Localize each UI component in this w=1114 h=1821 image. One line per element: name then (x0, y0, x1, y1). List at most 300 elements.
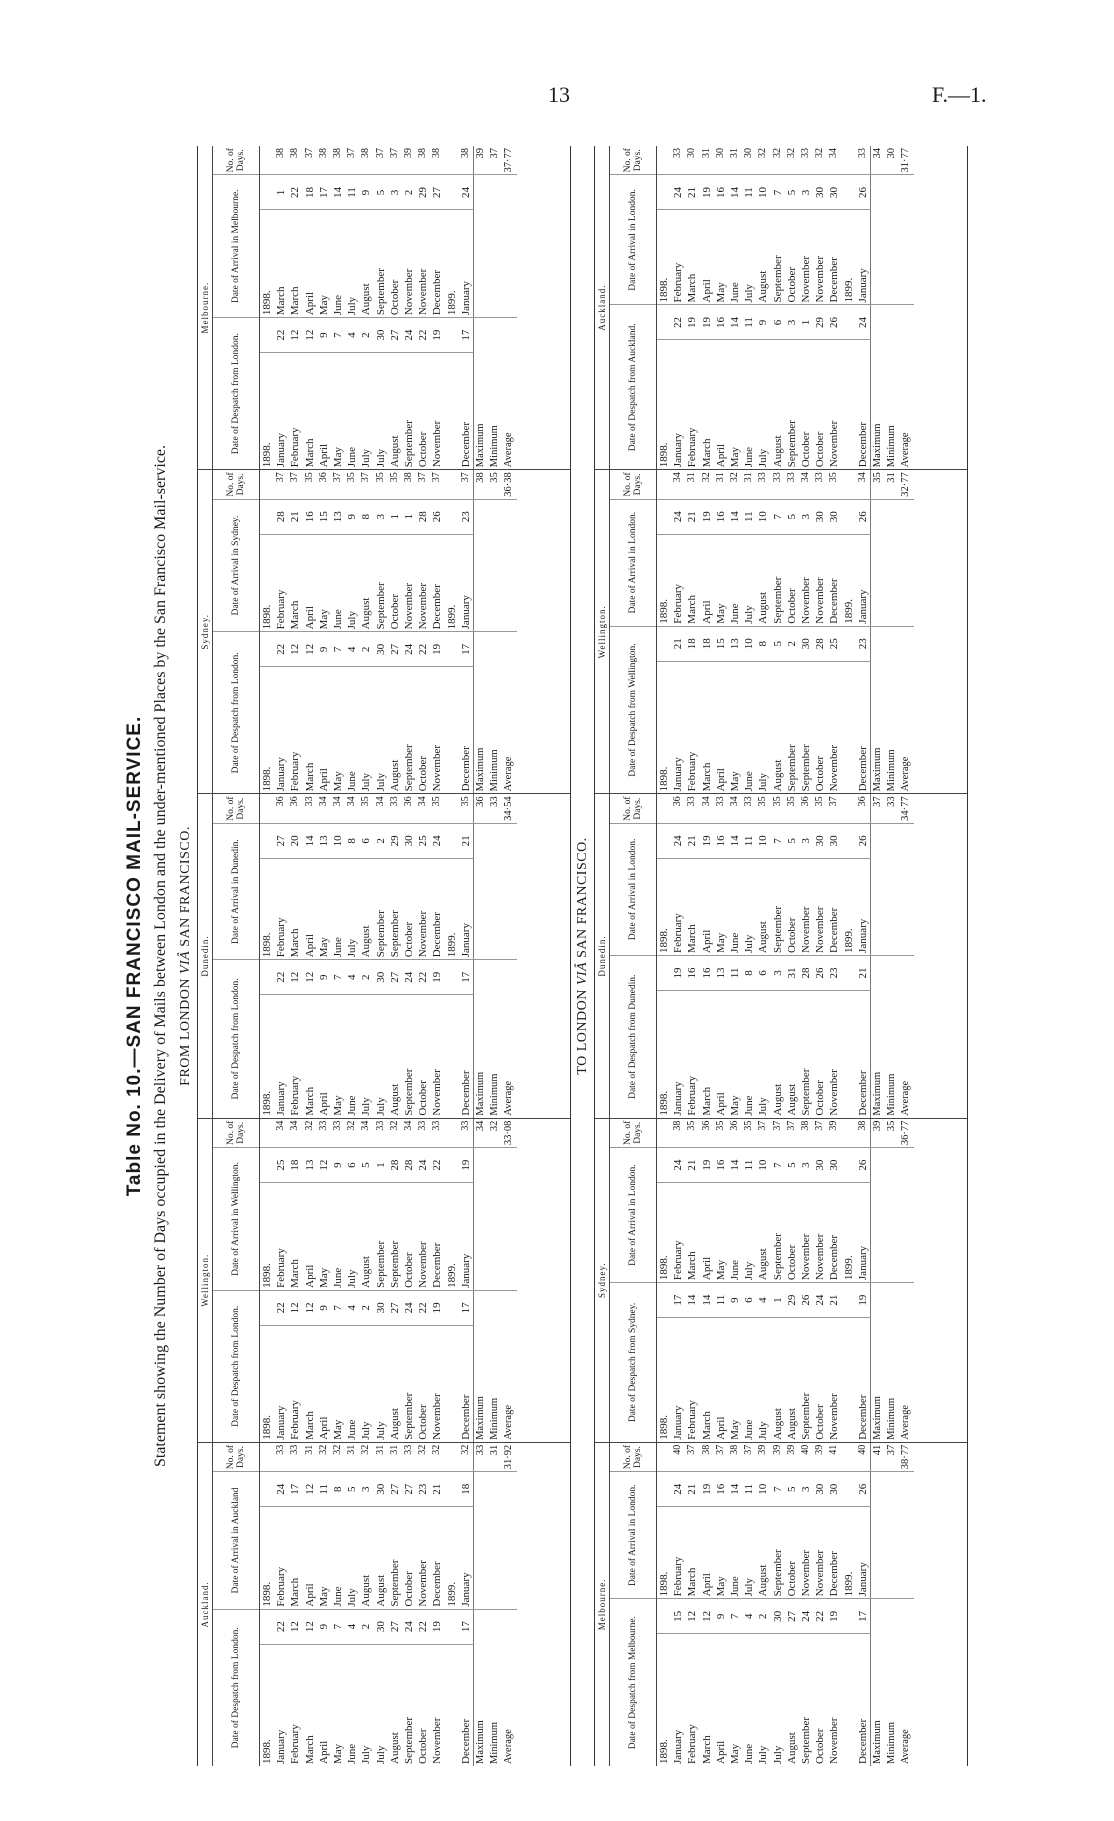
days-count: 38 (856, 1120, 868, 1131)
stat-row (474, 1443, 489, 1766)
days-count: 37 (828, 796, 840, 807)
arrival-day: 5 (359, 1148, 373, 1183)
arrival-day: 24 (459, 175, 474, 210)
despatch-month: July (374, 1325, 388, 1441)
arrival-month: March (288, 1183, 302, 1291)
days-count: 35 (771, 796, 783, 807)
arrival-month: August (756, 1507, 770, 1599)
days-count: 35 (431, 796, 443, 807)
arrival-day: 16 (714, 1148, 728, 1183)
days-count: 34 (374, 796, 386, 807)
despatch-month: June (742, 661, 756, 793)
mail-table (610, 794, 914, 1117)
table-row (842, 1119, 856, 1442)
despatch-day: 9 (317, 318, 331, 353)
arrival-month: August (359, 858, 373, 959)
table-row (813, 794, 827, 1117)
stat-value: 38·77 (900, 1444, 912, 1470)
table-row (671, 1443, 685, 1766)
days-count: 39 (828, 1120, 840, 1131)
despatch-month: July (359, 995, 373, 1118)
arrival-month: October (785, 858, 799, 955)
arrival-month: April (303, 858, 317, 959)
despatch-month: November (827, 340, 841, 469)
place-group (595, 1118, 967, 1442)
days-column-header: No. of Days. (213, 1443, 260, 1472)
stat-value: 32·77 (900, 472, 912, 497)
arrival-day: 24 (274, 1472, 288, 1507)
arrival-day: 3 (359, 1472, 373, 1507)
table-row (799, 1119, 813, 1442)
arrival-month: October (785, 534, 799, 626)
arrival-month: June (728, 858, 742, 955)
arrival-day: 11 (742, 1472, 756, 1507)
arrival-column-header: Date of Arrival in London. (610, 823, 657, 955)
stat-label: Average (899, 1599, 913, 1766)
days-count: 31 (346, 1444, 358, 1455)
stat-filler (871, 499, 886, 626)
stat-row (488, 470, 502, 793)
arrival-month: July (345, 858, 359, 959)
days-column-header: No. of Days. (610, 794, 657, 823)
despatch-month: June (345, 353, 359, 470)
stat-value: 33 (474, 1443, 489, 1472)
days-count (657, 794, 672, 823)
table-row (445, 146, 459, 469)
despatch-month: 1898. (260, 1325, 275, 1441)
despatch-month: August (388, 1325, 402, 1441)
despatch-day: 13 (714, 955, 728, 990)
table-row (260, 794, 275, 1117)
table-row (459, 470, 474, 793)
mail-table (213, 1119, 517, 1442)
days-count: 38 (417, 147, 429, 158)
despatch-month: 1898. (260, 667, 275, 794)
despatch-day: 22 (813, 1599, 827, 1634)
days-count: 31 (374, 1444, 386, 1455)
days-count (260, 794, 275, 823)
stat-label: Minimum (885, 955, 899, 1117)
days-count: 33 (289, 1444, 301, 1455)
days-count: 32 (459, 1444, 471, 1455)
days-column-header: No. of Days. (213, 146, 260, 175)
despatch-day (445, 632, 459, 667)
arrival-day: 15 (317, 499, 331, 534)
despatch-month: April (317, 995, 331, 1118)
arrival-month: January (459, 858, 474, 959)
despatch-day: 2 (359, 1290, 373, 1325)
arrival-month: December (430, 1183, 444, 1291)
table-row (303, 794, 317, 1117)
arrival-column-header: Date of Arrival in Auckland (213, 1472, 260, 1609)
arrival-month: December (430, 858, 444, 959)
days-count: 34 (289, 1120, 301, 1131)
stat-label: Minimum (885, 305, 899, 469)
arrival-day (445, 1472, 459, 1507)
place-heading: Melbourne. (198, 146, 213, 469)
arrival-month: April (303, 210, 317, 318)
arrival-day (842, 1148, 856, 1183)
arrival-month: May (317, 858, 331, 959)
stat-value: 31 (489, 1444, 501, 1456)
arrival-day: 3 (799, 1472, 813, 1507)
despatch-day: 26 (799, 1283, 813, 1318)
arrival-day: 10 (756, 499, 770, 534)
mail-table (213, 794, 517, 1117)
despatch-day: 2 (359, 318, 373, 353)
arrival-day: 16 (714, 499, 728, 534)
arrival-month: June (331, 1507, 345, 1609)
table-row (785, 794, 799, 1117)
arrival-month: 1898. (260, 1507, 275, 1609)
despatch-day: 29 (813, 305, 827, 340)
days-count: 31 (729, 147, 741, 158)
arrival-month: 1899. (842, 858, 856, 955)
despatch-month (445, 995, 459, 1118)
despatch-day: 8 (742, 955, 756, 990)
arrival-month: January (459, 210, 474, 318)
stat-filler (502, 823, 516, 959)
despatch-month: July (756, 1634, 770, 1766)
despatch-month: September (785, 661, 799, 793)
table-row (671, 1119, 685, 1442)
arrival-day: 7 (771, 175, 785, 210)
days-count: 30 (686, 147, 698, 158)
despatch-month: September (785, 340, 799, 469)
arrival-day: 8 (331, 1472, 345, 1507)
arrival-month: November (416, 210, 430, 318)
table-row (402, 1119, 416, 1442)
arrival-month: April (700, 1507, 714, 1599)
table-row (359, 1443, 373, 1766)
arrival-month: July (742, 1183, 756, 1283)
table-row (799, 794, 813, 1117)
despatch-month: July (374, 353, 388, 470)
despatch-day: 24 (799, 1599, 813, 1634)
despatch-day: 4 (345, 632, 359, 667)
days-count: 34 (332, 796, 344, 807)
despatch-day: 11 (728, 955, 742, 990)
arrival-day: 6 (359, 823, 373, 858)
arrival-day (260, 823, 275, 858)
arrival-month: December (827, 210, 841, 305)
days-count: 37 (289, 472, 301, 483)
table-row (416, 1443, 430, 1766)
despatch-month: September (799, 1318, 813, 1442)
days-count (445, 470, 459, 499)
arrival-day: 13 (303, 1148, 317, 1183)
table-row (728, 1443, 742, 1766)
despatch-month: April (714, 990, 728, 1117)
stat-label: Average (899, 955, 913, 1117)
days-count: 35 (828, 472, 840, 483)
days-count: 36 (800, 796, 812, 807)
arrival-day: 19 (700, 823, 714, 858)
arrival-month: August (756, 858, 770, 955)
table-row (274, 794, 288, 1117)
despatch-month: July (771, 1634, 785, 1766)
days-column-header: No. of Days. (610, 1119, 657, 1148)
despatch-day: 17 (459, 1290, 474, 1325)
despatch-month: June (345, 995, 359, 1118)
despatch-day: 2 (785, 626, 799, 661)
days-count: 40 (856, 1444, 868, 1455)
table-row (274, 1443, 288, 1766)
stat-row (474, 794, 489, 1117)
despatch-day: 26 (827, 305, 841, 340)
despatch-day: 27 (388, 318, 402, 353)
days-count: 31 (743, 472, 755, 483)
stat-filler (871, 1148, 886, 1283)
despatch-day: 9 (317, 632, 331, 667)
days-count: 39 (403, 147, 415, 158)
arrival-month: October (402, 1507, 416, 1609)
arrival-month: December (827, 1507, 841, 1599)
despatch-month: 1898. (657, 990, 672, 1117)
table-row (274, 1119, 288, 1442)
arrival-month: November (799, 210, 813, 305)
despatch-month: August (785, 990, 799, 1117)
arrival-month: November (416, 1183, 430, 1291)
despatch-month: 1898. (657, 1634, 672, 1766)
despatch-month: January (671, 661, 685, 793)
despatch-month: February (685, 1318, 699, 1442)
table-title: Table No. 10.—SAN FRANCISCO MAIL-SERVICE. (124, 715, 145, 1197)
despatch-month: 1898. (260, 995, 275, 1118)
table-row (756, 146, 770, 469)
place-group (595, 1442, 967, 1766)
despatch-month: August (785, 1634, 799, 1766)
table-row (388, 1119, 402, 1442)
arrival-day: 30 (827, 499, 841, 534)
mail-table (610, 1119, 914, 1442)
arrival-day: 14 (728, 1148, 742, 1183)
arrival-month: May (714, 210, 728, 305)
stat-value: 35 (886, 1120, 898, 1132)
despatch-month: November (430, 1644, 444, 1766)
days-count: 32 (303, 1120, 315, 1131)
table-row (345, 1119, 359, 1442)
arrival-month: 1899. (445, 1183, 459, 1291)
from-london-table (197, 146, 571, 1766)
despatch-day: 17 (459, 632, 474, 667)
arrival-day: 23 (459, 499, 474, 534)
despatch-day: 7 (331, 1290, 345, 1325)
arrival-day: 24 (416, 1148, 430, 1183)
despatch-day: 4 (742, 1599, 756, 1634)
days-count: 33 (431, 1120, 443, 1131)
arrival-month: May (317, 1507, 331, 1609)
despatch-month: January (274, 995, 288, 1118)
arrival-month: December (430, 210, 444, 318)
arrival-day: 7 (771, 823, 785, 858)
stat-row (899, 470, 913, 793)
arrival-month: September (771, 1507, 785, 1599)
stat-filler (899, 499, 913, 626)
arrival-month: February (671, 1183, 685, 1283)
days-count: 33 (771, 472, 783, 483)
arrival-day: 25 (416, 823, 430, 858)
table-row (430, 1119, 444, 1442)
table-row (799, 146, 813, 469)
stat-filler (502, 175, 516, 318)
despatch-day: 30 (374, 960, 388, 995)
table-row (459, 794, 474, 1117)
despatch-month: January (274, 353, 288, 470)
despatch-month: October (813, 661, 827, 793)
days-count: 32 (785, 147, 797, 158)
despatch-day: 15 (714, 626, 728, 661)
despatch-month: September (799, 1634, 813, 1766)
despatch-month: February (288, 995, 302, 1118)
despatch-day: 16 (685, 955, 699, 990)
table-row (331, 1443, 345, 1766)
arrival-day: 29 (388, 823, 402, 858)
table-row (388, 146, 402, 469)
table-row (685, 146, 699, 469)
despatch-day: 7 (728, 1599, 742, 1634)
despatch-month: April (317, 353, 331, 470)
stat-value: 34·77 (900, 796, 912, 821)
arrival-month: December (827, 1183, 841, 1283)
table-row (728, 146, 742, 469)
arrival-day: 1 (388, 499, 402, 534)
arrival-month: November (813, 1183, 827, 1283)
despatch-day: 6 (742, 1283, 756, 1318)
arrival-day: 30 (813, 175, 827, 210)
arrival-day: 22 (288, 175, 302, 210)
despatch-day: 27 (388, 1609, 402, 1644)
stat-row (502, 794, 516, 1117)
table-row (331, 794, 345, 1117)
stat-row (474, 470, 489, 793)
despatch-month: July (359, 667, 373, 794)
arrival-month: September (388, 858, 402, 959)
arrival-month: November (813, 1507, 827, 1599)
days-count: 33 (785, 472, 797, 483)
stat-value: 33 (489, 796, 501, 807)
despatch-day: 9 (714, 1599, 728, 1634)
despatch-day: 23 (827, 955, 841, 990)
table-row (728, 794, 742, 1117)
table-row (416, 146, 430, 469)
despatch-month: June (742, 990, 756, 1117)
arrival-day: 8 (345, 823, 359, 858)
arrival-day: 21 (685, 1148, 699, 1183)
table-row (799, 470, 813, 793)
arrival-day: 14 (331, 175, 345, 210)
despatch-day (445, 318, 459, 353)
arrival-month: November (402, 534, 416, 632)
arrival-day: 11 (742, 499, 756, 534)
table-row (288, 1119, 302, 1442)
despatch-month (842, 1318, 856, 1442)
despatch-day (445, 1609, 459, 1644)
table-row (430, 470, 444, 793)
stat-row (885, 794, 899, 1117)
arrival-day: 9 (345, 499, 359, 534)
arrival-month: November (799, 1507, 813, 1599)
stat-filler (885, 823, 899, 955)
despatch-month (445, 1644, 459, 1766)
table-row (756, 794, 770, 1117)
table-row (756, 1443, 770, 1766)
arrival-month: September (374, 858, 388, 959)
table-row (700, 794, 714, 1117)
days-count: 35 (785, 796, 797, 807)
despatch-day: 17 (856, 1599, 871, 1634)
despatch-day: 19 (685, 305, 699, 340)
arrival-month: September (771, 210, 785, 305)
arrival-column-header: Date of Arrival in Dunedin. (213, 823, 260, 959)
arrival-day: 14 (728, 499, 742, 534)
table-row (700, 146, 714, 469)
arrival-month: February (671, 1507, 685, 1599)
despatch-month: May (331, 353, 345, 470)
arrival-month: 1899. (842, 210, 856, 305)
stat-value: 31·77 (900, 147, 912, 173)
table-row (345, 1443, 359, 1766)
arrival-day: 26 (856, 499, 871, 534)
despatch-day: 24 (813, 1283, 827, 1318)
stat-label: Minimum (885, 626, 899, 793)
arrival-day: 5 (345, 1472, 359, 1507)
arrival-day: 10 (331, 823, 345, 858)
despatch-month: July (756, 990, 770, 1117)
despatch-day: 6 (771, 305, 785, 340)
days-count: 33 (743, 796, 755, 807)
place-group (198, 146, 570, 469)
arrival-day: 26 (856, 1472, 871, 1507)
arrival-month: November (416, 534, 430, 632)
table-row (303, 1443, 317, 1766)
arrival-day: 17 (317, 175, 331, 210)
table-row (459, 1119, 474, 1442)
arrival-day: 1 (402, 499, 416, 534)
arrival-day: 3 (374, 499, 388, 534)
despatch-day: 9 (317, 960, 331, 995)
arrival-day: 1 (274, 175, 288, 210)
days-count: 35 (388, 472, 400, 483)
stat-value: 39 (871, 1119, 886, 1148)
despatch-month: February (288, 1644, 302, 1766)
arrival-day: 5 (785, 1148, 799, 1183)
stat-label: Average (899, 626, 913, 793)
stat-value: 41 (871, 1443, 886, 1472)
table-row (402, 146, 416, 469)
despatch-month: November (430, 1325, 444, 1441)
table-row (388, 470, 402, 793)
table-row (827, 470, 841, 793)
days-count: 31 (303, 1444, 315, 1455)
arrival-day: 14 (728, 1472, 742, 1507)
days-count: 30 (743, 147, 755, 158)
arrival-day: 12 (303, 1472, 317, 1507)
arrival-day: 21 (685, 1472, 699, 1507)
stat-row (488, 1119, 502, 1442)
arrival-month: February (274, 1183, 288, 1291)
days-count: 34 (317, 796, 329, 807)
despatch-month: June (345, 667, 359, 794)
despatch-day: 22 (274, 1609, 288, 1644)
stat-label: Maximum (871, 955, 886, 1117)
table-row (813, 146, 827, 469)
arrival-day: 30 (813, 499, 827, 534)
table-row (714, 470, 728, 793)
arrival-month: 1899. (842, 1507, 856, 1599)
despatch-month: May (331, 995, 345, 1118)
place-heading: Melbourne. (595, 1443, 610, 1766)
